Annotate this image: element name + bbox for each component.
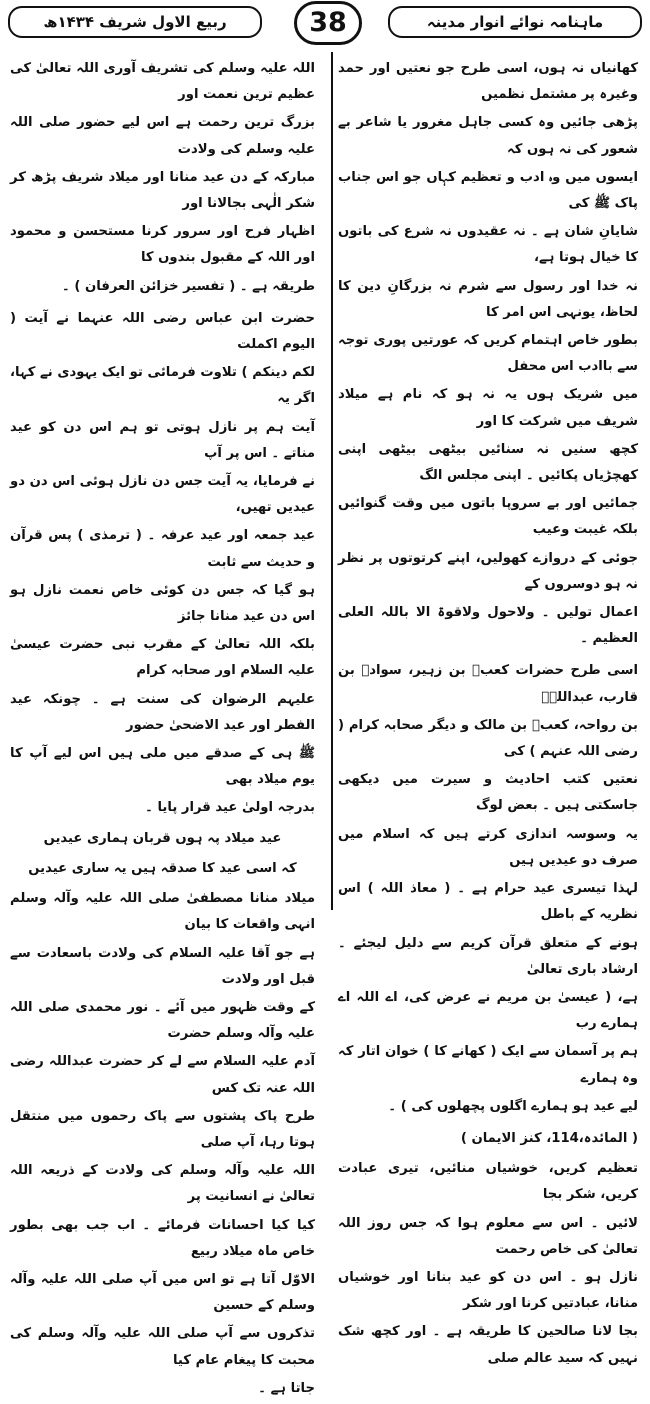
text-line: اعمال تولیں ۔ ولاحول ولاقوۃ الا باللہ العلی العظیم ۔ <box>338 605 638 647</box>
text-line: کیا کیا احسانات فرمائے ۔ اب جب بھی بطور خاص ماہ میلاد ربیع <box>10 1217 315 1259</box>
right-column <box>338 56 638 1374</box>
text-line: بجا لانا صالحین کا طریقہ ہے ۔ اور کچھ شک نہیں کہ سید عالم صلی <box>338 1324 638 1366</box>
text-line: جمائیں اور بے سروپا باتوں میں وقت گنوائیں بلکہ غیبت وعیب <box>338 496 638 538</box>
text-line: بن رواحہ، کعبؓ بن مالک و دیگر صحابہ کرام ( رضی اللہ عنہم ) کی <box>338 717 638 760</box>
page-number: 38 <box>294 1 362 45</box>
text-line: بزرگ ترین رحمت ہے اس لیے حضور صلی اللہ علیہ وسلم کی ولادت <box>10 115 315 157</box>
text-line: ہم پر آسمان سے ایک ( کھانے کا ) خوان اتار کہ وہ ہمارے <box>338 1044 638 1086</box>
text-line: اللہ علیہ وآلہ وسلم کی ولادت کے ذریعہ اللہ تعالیٰ نے انسانیت پر <box>10 1163 315 1205</box>
text-line: نے فرمایا، یہ آیت جس دن نازل ہوئی اس دن دو عیدیں تھیں، <box>10 474 315 516</box>
text-line: طریقہ ہے ۔ ( تفسیر خزائن العرفان ) ۔ <box>62 278 315 294</box>
poem-line: عید میلاد پہ ہوں قربان ہماری عیدیں <box>43 830 282 846</box>
text-line: بدرجہ اولیٰ عید قرار پایا ۔ <box>145 800 315 816</box>
text-line: نازل ہو ۔ اس دن کو عید بنانا اور خوشیاں منانا، عبادتیں کرنا اور شکر <box>338 1269 638 1312</box>
text-line: لہذا تیسری عید حرام ہے ۔ ( معاذ اللہ ) اس نظریہ کے باطل <box>338 881 638 923</box>
text-line: کچھ سنیں نہ سنائیں بیٹھی بیٹھی اپنی کھچڑیاں پکائیں ۔ اپنی مجلس الگ <box>338 441 638 484</box>
text-line: ہونے کے متعلق قرآن کریم سے دلیل لیجئے ۔ ارشاد باری تعالیٰ <box>338 935 638 977</box>
quran-reference: ( المائدہ،114، کنز الایمان ) <box>460 1130 638 1146</box>
text-line: بلکہ اللہ تعالیٰ کے مقرب نبی حضرت عیسیٰ علیہ السلام اور صحابہ کرام <box>10 637 315 679</box>
text-line: لیے عید ہو ہمارے اگلوں پچھلوں کی ) ۔ <box>388 1098 638 1114</box>
text-line: نہ خدا اور رسول سے شرم نہ بزرگانِ دین کا لحاظ، یونہی اس امر کا <box>338 278 638 320</box>
text-line: طرح پاک پشتوں سے پاک رحموں میں منتقل ہوتا رہا، آپ صلی <box>10 1108 315 1150</box>
text-line: مبارکہ کے دن عید منانا اور میلاد شریف پڑھ کر شکر الٰہی بجالانا اور <box>10 169 315 212</box>
text-line: نعتیں کتب احادیث و سیرت میں دیکھی جاسکتی ہیں ۔ بعض لوگ <box>338 772 638 814</box>
text-line: جاتا ہے ۔ <box>258 1380 315 1396</box>
text-line: کھانیاں نہ ہوں، اسی طرح جو نعتیں اور حمد وغیرہ پر مشتمل نظمیں <box>338 61 638 103</box>
text-line: آیت ہم پر نازل ہوتی تو ہم اس دن کو عید مناتے ۔ اس پر آپ <box>10 419 315 461</box>
text-line: علیہم الرضوان کی سنت ہے ۔ چونکہ عید الفطر اور عید الاضحیٰ حضور <box>10 691 315 733</box>
text-line: میں شریک ہوں یہ نہ ہو کہ نام ہے میلاد شریف میں شرکت کا اور <box>338 387 638 429</box>
text-line: لائیں ۔ اس سے معلوم ہوا کہ جس روز اللہ تعالیٰ کی خاص رحمت <box>338 1215 638 1257</box>
text-line: تذکروں سے آپ صلی اللہ علیہ وآلہ وسلم کی محبت کا پیغام عام کیا <box>10 1326 315 1368</box>
text-line: یہ وسوسہ اندازی کرتے ہیں کہ اسلام میں صرف دو عیدیں ہیں <box>338 826 638 868</box>
text-line: اللہ علیہ وسلم کی تشریف آوری اللہ تعالیٰ کی عظیم ترین نعمت اور <box>10 61 315 103</box>
poem-line: کہ اسی عید کا صدقہ ہیں یہ ساری عیدیں <box>28 860 297 876</box>
text-line: شایانِ شان ہے ۔ نہ عقیدوں نہ شرع کی باتوں کا خیال ہوتا ہے، <box>338 224 638 266</box>
text-line: ہو گیا کہ جس دن کوئی خاص نعمت نازل ہو اس دن عید منانا جائز <box>10 582 315 625</box>
text-line: جوئی کے دروازے کھولیں، اپنے کرتوتوں پر نظر نہ ہو دوسروں کے <box>338 550 638 592</box>
page-header <box>0 0 650 44</box>
text-line: ایسوں میں وہ ادب و تعظیم کہاں جو اس جناب پاک ﷺ کی <box>338 169 638 212</box>
text-line: میلاد منانا مصطفیٰ صلی اللہ علیہ وآلہ وسلم انہی واقعات کا بیان <box>10 891 315 933</box>
text-line: ہے جو آقا علیہ السلام کی ولادت باسعادت سے قبل اور ولادت <box>10 945 315 987</box>
text-line: حضرت ابن عباس رضی اللہ عنہما نے آیت ( الیوم اکملت <box>10 310 315 353</box>
text-line: پڑھی جائیں وہ کسی جاہل مغرور یا شاعر بے شعور کی نہ ہوں کہ <box>338 115 638 157</box>
left-column <box>10 56 315 1404</box>
text-line: اظہار فرح اور سرور کرنا مستحسن و محمود اور اللہ کے مقبول بندوں کا <box>10 224 315 266</box>
text-line: اسی طرح حضرات کعبؓ بن زہیر، سوادؓ بن قارب، عبداللہؓ <box>338 663 638 705</box>
column-divider <box>331 52 333 910</box>
issue-date: ربیع الاول شریف ۱۴۳۴ھ <box>8 6 262 38</box>
text-line: کے وقت ظہور میں آئے ۔ نور محمدی صلی اللہ علیہ وآلہ وسلم حضرت <box>10 999 315 1042</box>
text-line: بطور خاص اہتمام کریں کہ عورتیں پوری توجہ سے باادب اس محفل <box>338 333 638 375</box>
text-line: الاوّل آتا ہے تو اس میں آپ صلی اللہ علیہ وآلہ وسلم کے حسین <box>10 1271 315 1314</box>
text-line: لکم دینکم ) تلاوت فرمائی تو ایک یہودی نے کہا، اگر یہ <box>10 365 315 407</box>
magazine-title: ماہنامہ نوائے انوار مدینہ <box>388 6 642 38</box>
text-line: تعظیم کریں، خوشیاں منائیں، تیری عبادت کریں، شکر بجا <box>338 1161 638 1203</box>
text-line: ہے، ( عیسیٰ بن مریم نے عرض کی، اے اللہ اے ہمارے رب <box>338 989 638 1032</box>
text-line: عید جمعہ اور عید عرفہ ۔ ( ترمذی ) پس قرآن و حدیث سے ثابت <box>10 528 315 570</box>
text-line: آدم علیہ السلام سے لے کر حضرت عبداللہ رضی اللہ عنہ تک کس <box>10 1054 315 1096</box>
text-line: ﷺ ہی کے صدقے میں ملی ہیں اس لیے آپ کا یوم میلاد بھی <box>10 746 315 788</box>
